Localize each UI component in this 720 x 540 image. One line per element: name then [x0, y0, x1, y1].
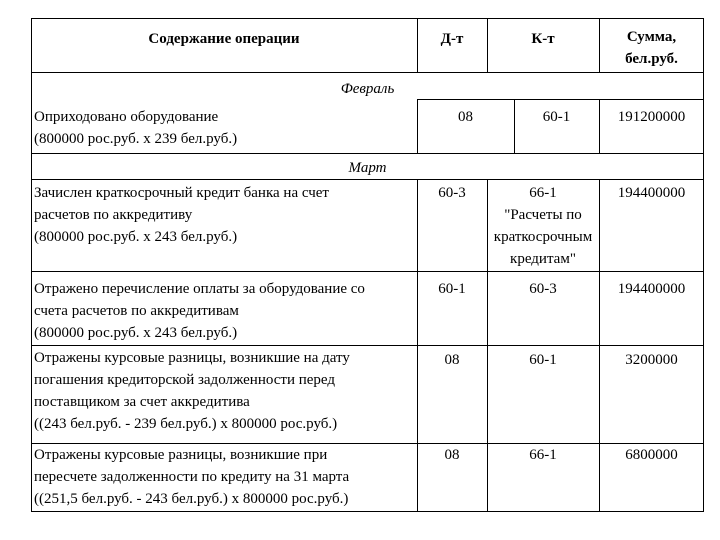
row-description: Отражены курсовые разницы, возникшие при пересчете задолженности по кредиту на 31 марта ((251,5 бел.руб. - 243 бел.руб.) х 800000 рос.руб.) — [34, 447, 350, 507]
month-label-march: Март — [348, 160, 387, 176]
row-debit: 08 — [444, 447, 460, 463]
header-amount-line2: бел.руб. — [625, 51, 678, 67]
row-amount: 194400000 — [617, 281, 686, 297]
header-amount — [599, 26, 704, 70]
row-debit: 08 — [444, 352, 460, 368]
row-debit: 60-3 — [438, 185, 466, 201]
row-description: Зачислен краткосрочный кредит банка на счет расчетов по аккредитиву (800000 рос.руб. х 243 бел.руб.) — [34, 185, 329, 245]
table-border-bottom — [31, 511, 704, 512]
row-credit: 66-1 "Расчеты по краткосрочным кредитам" — [493, 185, 593, 267]
row-amount: 191200000 — [617, 109, 686, 125]
header-debit: Д-т — [440, 31, 464, 47]
row-divider-2 — [31, 345, 704, 346]
accounting-entries-table — [31, 18, 704, 512]
row-description: Отражены курсовые разницы, возникшие на дату погашения кредиторской задолженности перед поставщиком за счет аккредитива ((243 бел.руб. - 239 бел.руб.) х 800000 рос.руб.) — [34, 350, 350, 432]
row-credit: 60-1 — [542, 109, 571, 125]
row-divider-1 — [31, 271, 704, 272]
row-credit: 60-1 — [529, 352, 557, 368]
header-operation: Содержание операции — [148, 31, 300, 47]
header-credit: К-т — [531, 31, 555, 47]
header-divider — [31, 72, 704, 73]
row-amount: 194400000 — [617, 185, 686, 201]
month-divider-march — [31, 179, 704, 180]
header-amount-line1: Сумма, — [626, 29, 677, 45]
row-debit: 08 — [458, 109, 473, 125]
row-description: Отражено перечисление оплаты за оборудование со счета расчетов по аккредитивам (800000 рос.руб. х 243 бел.руб.) — [34, 281, 365, 341]
month-label-february: Февраль — [340, 81, 395, 97]
row-amount: 6800000 — [625, 447, 678, 463]
row-description: Оприходовано оборудование (800000 рос.руб. х 239 бел.руб.) — [34, 109, 238, 147]
table-border-top — [31, 18, 704, 19]
row-amount: 3200000 — [625, 352, 678, 368]
section-divider — [31, 153, 704, 154]
row-credit: 66-1 — [529, 447, 557, 463]
row-debit: 60-1 — [438, 281, 466, 297]
row-credit: 60-3 — [529, 281, 557, 297]
